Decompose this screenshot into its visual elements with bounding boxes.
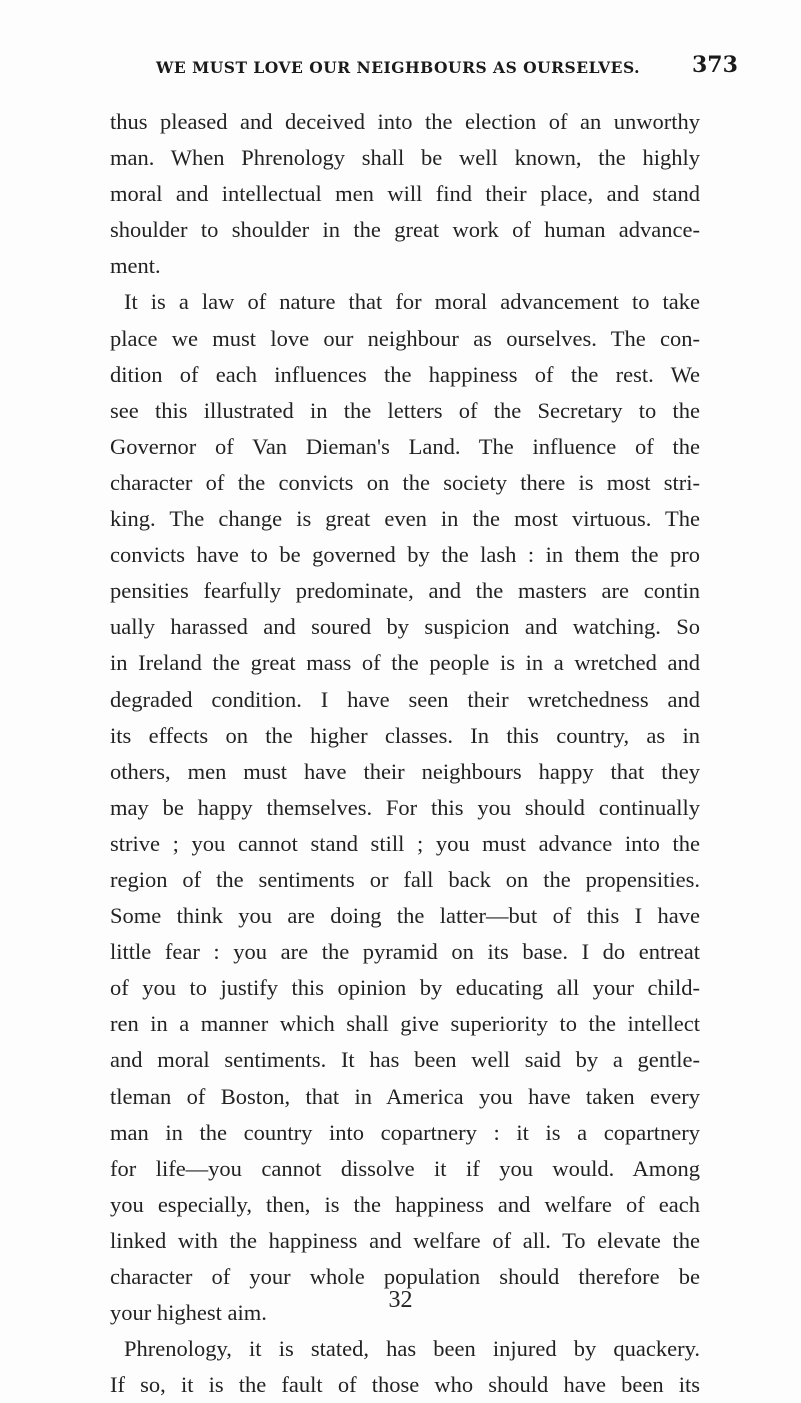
text-line: in Ireland the great mass of the people is in a wretched and: [110, 650, 700, 676]
text-line: ually harassed and soured by suspicion and watching. So: [110, 614, 700, 640]
text-line: ren in a manner which shall give superiority to the intellect: [110, 1011, 700, 1037]
text-line: place we must love our neighbour as ourselves. The con-: [110, 325, 700, 351]
text-line: moral and intellectual men will find their place, and stand: [110, 181, 700, 207]
text-line: of you to justify this opinion by educating all your child-: [110, 975, 700, 1001]
text-line: ment.: [110, 253, 161, 279]
text-line: man in the country into copartnery : it is a copartnery: [110, 1119, 700, 1145]
text-line: your highest aim.: [110, 1300, 267, 1326]
text-line: character of your whole population should therefore be: [110, 1264, 700, 1289]
text-line: and moral sentiments. It has been well said by a gentle-: [110, 1047, 700, 1073]
text-line: degraded condition. I have seen their wretchedness and: [110, 686, 700, 712]
text-line: its effects on the higher classes. In this country, as in: [110, 722, 700, 748]
text-line: dition of each influences the happiness of the rest. We: [110, 361, 700, 387]
signature-mark: 32: [388, 1287, 413, 1313]
text-line: for life—you cannot dissolve it if you would. Among: [110, 1155, 700, 1181]
text-line: Some think you are doing the latter—but of this I have: [110, 903, 700, 929]
page-number: 373: [692, 52, 738, 78]
text-line: If so, it is the fault of those who should have been its: [110, 1372, 700, 1398]
text-line: region of the sentiments or fall back on the propensities.: [110, 866, 700, 892]
text-line: little fear : you are the pyramid on its base. I do entreat: [110, 939, 700, 965]
text-line: others, men must have their neighbours happy that they: [110, 758, 700, 784]
text-line: you especially, then, is the happiness and welfare of each: [110, 1191, 700, 1217]
text-line: Governor of Van Dieman's Land. The influence of the: [110, 433, 700, 459]
text-line: man. When Phrenology shall be well known, the highly: [110, 145, 700, 171]
text-line: pensities fearfully predominate, and the masters are contin: [110, 578, 700, 604]
text-line: It is a law of nature that for moral advancement to take: [124, 289, 700, 315]
text-line: see this illustrated in the letters of the Secretary to the: [110, 397, 700, 423]
text-line: king. The change is great even in the most virtuous. The: [110, 506, 700, 532]
text-line: tleman of Boston, that in America you have taken every: [110, 1083, 700, 1109]
body-text: [110, 104, 700, 1403]
text-line: strive ; you cannot stand still ; you must advance into the: [110, 830, 700, 856]
text-line: linked with the happiness and welfare of all. To elevate the: [110, 1227, 700, 1253]
text-line: shoulder to shoulder in the great work of human advance-: [110, 217, 700, 243]
text-line: convicts have to be governed by the lash : in them the pro: [110, 542, 700, 568]
text-line: character of the convicts on the society there is most stri-: [110, 469, 700, 495]
running-head: WE MUST LOVE OUR NEIGHBOURS AS OURSELVES.: [155, 58, 641, 77]
text-line: may be happy themselves. For this you should continually: [110, 794, 700, 820]
text-line: Phrenology, it is stated, has been injured by quackery.: [124, 1336, 700, 1362]
text-line: thus pleased and deceived into the election of an unworthy: [110, 109, 700, 134]
